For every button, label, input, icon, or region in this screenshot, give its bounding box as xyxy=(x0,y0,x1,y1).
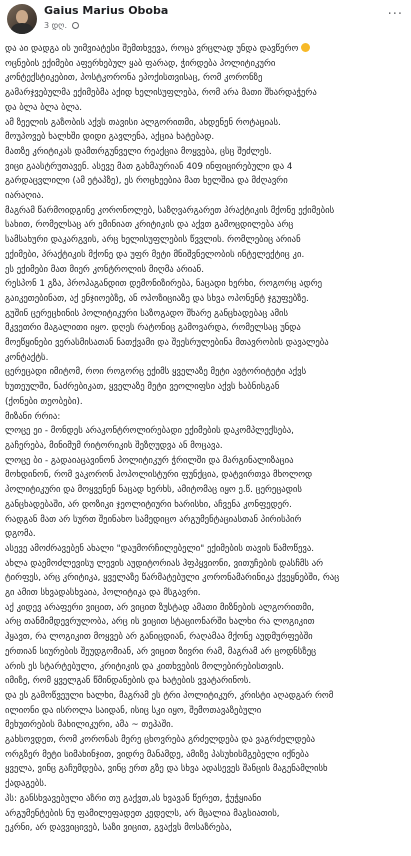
post-text-line xyxy=(5,498,403,513)
post-text-line-text: დგომა. xyxy=(5,529,36,540)
post-text-line-text: რადგან მათ არ სურთ შეინახო სამედიცო არგუმენტაციასთან პირისპირ xyxy=(5,514,302,525)
post-text-line-text: და აი დადგა ის უიმვიატესი შემთხვევა, როცა ვრცლად უნდა დავწერო xyxy=(5,44,299,54)
post-text-line xyxy=(5,733,403,748)
post-text-line-text: ერთიან სიურების შეუდგომიან, არ ვიცით ზივრი რამ, მაგრამ არ ცოდნსზეც xyxy=(5,646,317,657)
post-text-line xyxy=(5,233,403,248)
post-text-line xyxy=(5,792,403,807)
post-text-line-text: მოუპოვებ ხალხში დიდი გავლენა, აქცია ხატებად. xyxy=(5,132,215,143)
post-text-line-text: გი ამით სხვადასხვაია, პოლიტიკა და მსგავრი. xyxy=(5,588,201,599)
post-text-line-text: გაჩერება, მინიმუმ რიტორიკის შეზღუდვა ან მოცავა. xyxy=(5,440,223,451)
post-text-line-text: ოცნების ექიმები აფერხებულ ყაბ ფარად, ჭირდება პოლიტიკური xyxy=(5,58,276,69)
post-text-line xyxy=(5,571,403,586)
post-text-line xyxy=(5,674,403,689)
post-text-line xyxy=(5,527,403,542)
post-text-line xyxy=(5,365,403,380)
post-text-line xyxy=(5,615,403,630)
post-text-line-text: არგუმენტების ნუ ფამილეფადეთ კედელს, არ მცალია მაგსიათის, xyxy=(5,808,280,819)
post-text-line-text: მოეწყინები ვერასმისათან ნათქვამი და შეესრულებინა მთავრობის დავალება xyxy=(5,338,329,349)
post-text-line xyxy=(5,248,403,263)
post-text-line xyxy=(5,42,403,57)
post-text-line-text: და ბლა ბლა ბლა. xyxy=(5,102,83,113)
post-text-line-text: პს: განსხვავებული აზრი თუ გაქვთ,ას ხვავან წერეთ, ჭუჭყიანი xyxy=(5,793,262,804)
post-text-line xyxy=(5,57,403,72)
post-text-line-text: გარდაცვლილი (ამ ეტაპზე), ეს როცხეებია მათ ხელშია და მძღავრი xyxy=(5,176,288,187)
post-text-line-text: ეკრნი, არ დავვიცივებ, საზი ვიცით, გვაქვს მოსაზრება, xyxy=(5,823,232,834)
more-options-icon[interactable]: ··· xyxy=(387,7,403,22)
post-text-line xyxy=(5,468,403,483)
post-text-line xyxy=(5,116,403,131)
post-text-line-text: ქადაგებს. xyxy=(5,779,47,790)
post-text-line-text: სამსახური დაკარგვის, არც ხელისუფლების წვვლის. რომლებიც არიან xyxy=(5,235,301,246)
author-avatar[interactable] xyxy=(7,4,37,34)
post-text-line xyxy=(5,263,403,278)
post-text-line xyxy=(5,660,403,675)
post-text-line xyxy=(5,351,403,366)
post-text-line xyxy=(5,557,403,572)
post-text-line xyxy=(5,483,403,498)
post-text-line-text: პოლიტიკური და მოყვენენ ნაცად ხერხს, ამიტომაც იყო ე.წ. ცერეცადის xyxy=(5,485,302,496)
post-text-line xyxy=(5,307,403,322)
post-text-line xyxy=(5,586,403,601)
post-text-line-text: კონტექსტიკებით, პოსტკორონა ეპოქისთვისაც, რომ კორონზე xyxy=(5,73,263,84)
post-body xyxy=(5,42,403,836)
post-text-line-text: მიზანი რრია: xyxy=(5,411,61,422)
post-text-line-text: (ქონები თეობები). xyxy=(5,396,83,407)
post-text-line-text: მოხდინონ, რომ ვაკორონ პოპოლისტური ფუნქცია, დატვირთვა მხოლოდ xyxy=(5,470,313,481)
post-text-line xyxy=(5,292,403,307)
post-text-line-text: ჰყავთ, რა ლოგიკით მოყვებ არ განიცდიან, რაღამაა მქონე აუდმურფებში xyxy=(5,632,313,643)
post-text-line-text: ცერეცადი იმიტომ, როი როგორც ექიმს ყველაზე მეტი ავტორიტეტი აქვს xyxy=(5,367,307,378)
post-text-line-text: ლოცე ეი - მონდეს არაკონტროლირებადი ექიმების დაკომპლექსება, xyxy=(5,426,294,437)
post-text-line xyxy=(5,395,403,410)
post-text-line-text: სახით, რომელსაც არ ემინიათ კრიტიკის და აქვთ გამოცდილება არც xyxy=(5,220,294,231)
post-text-line-text: მეხუთრების მახილიკური, ამა ~ თეჰაში. xyxy=(5,720,174,731)
post-text-line xyxy=(5,86,403,101)
post-text-line xyxy=(5,204,403,219)
post-text-line xyxy=(5,601,403,616)
post-text-line xyxy=(5,277,403,292)
post-text-line xyxy=(5,174,403,189)
post-text-line xyxy=(5,439,403,454)
post-text-line xyxy=(5,336,403,351)
post-text-line xyxy=(5,321,403,336)
post-text-line xyxy=(5,130,403,145)
post-text-line-text: გაიკეთებინათ, აქ ენჯიოებზე, ან ოპოზიციაზე და სხვა ოპონენტ ჯგუფებზე. xyxy=(5,293,309,304)
post-text-line-text: ორგზერ მეტი სიმახინჯით, ვიდრე მანამდე, ამიზე პასუხისმგებელი იქნება xyxy=(5,749,309,760)
post-text-line-text: არის ეს სტარტებული, კრიტიკის და კითხვების მოლებირებისთვის. xyxy=(5,661,284,672)
post-text-line xyxy=(5,145,403,160)
post-text-line xyxy=(5,704,403,719)
sad-emoji xyxy=(301,43,310,52)
post-text-line xyxy=(5,762,403,777)
post-text-line xyxy=(5,718,403,733)
post-text-line-text: იმიზე, რომ ყველგან წმინდანების და ხატების ვვატარინოს. xyxy=(5,676,252,687)
post-text-line xyxy=(5,380,403,395)
post-text-line-text: იარაღია. xyxy=(5,191,44,202)
post-text-line-text: რესპონ 1 გზა, პროპაგანდით დემონიზირება, ნაცადი ხერხი, როგორც ადრე xyxy=(5,279,323,290)
post-text-line-text: არც თანმიმდევრულობა, არც ის ვიცით სტაციონარში ხალხი რა ლოგიკით xyxy=(5,617,315,628)
author-name[interactable]: Gaius Marius Oboba xyxy=(44,4,169,17)
post-text-line xyxy=(5,645,403,660)
post-text-line xyxy=(5,542,403,557)
post-text-line-text: ტირფეს, არც კრიტიკა, ყველაზე წარმატებული კორონამარინიკა ქვეყნებში, რაც xyxy=(5,573,340,584)
post-text-line xyxy=(5,777,403,792)
post-text-line-text: ეს ექიმები მათ მიერ კონტროლის მიღმა არიან. xyxy=(5,264,204,275)
post-meta xyxy=(44,21,79,30)
post-text-line-text: მკვეთრი მაგალითი იყო. დღეს რატონიც გამოვარდა, რომელსაც უნდა xyxy=(5,323,301,334)
post-text-line xyxy=(5,630,403,645)
post-text-line-text: ახლა დაემოძლევისუ ლევის აუდიტორიას ჰფპყვიონი, ვითუჩების დასჩმს არ xyxy=(5,558,324,569)
post-text-line-text: ასევე ამოძრავებენ ახალი "დაუმორჩილებელი" ექიმების თავის წამოწევა. xyxy=(5,543,315,554)
post-text-line-text: ამ ზეელის გაზობის აქვს თავისი ალგორითმი, ახდენენ როტაციას. xyxy=(5,117,281,128)
post-text-line-text: მაგრამ წარმოიდგინე კორონოლებ, საზღვარგარეთ პრაქტიკის მქონე ექიმების xyxy=(5,205,335,216)
post-header xyxy=(0,0,411,40)
post-text-line xyxy=(5,807,403,822)
post-text-line xyxy=(5,71,403,86)
post-time[interactable]: 3 დღ. xyxy=(44,21,68,30)
post-text-line xyxy=(5,513,403,528)
post-text-line-text: მათზე კრიტიკას დამთრგუნველი რეაქცია მოყვება, ცსც შეძლეს. xyxy=(5,146,272,157)
post-text-line-text: განცხადებაში, არ დოზიკი ჯეოლიტიური ხარისხი, აჩვენა კონფედერ. xyxy=(5,499,292,510)
post-text-line xyxy=(5,410,403,425)
post-text-line xyxy=(5,821,403,836)
post-text-line-text: ლოცე ბი - გადაიაცავინონ პოლიტიკურ ჭრილში და მარგინალიზაცია xyxy=(5,455,294,466)
post-text-line-text: გახსოვდეთ, რომ კორონას მერე ცხოვრება გრძელდება და ვაგრძელდება xyxy=(5,735,316,746)
post-text-line xyxy=(5,454,403,469)
globe-icon xyxy=(72,22,79,29)
post-text-line xyxy=(5,424,403,439)
post-text-line-text: ყველა, ვინც გაჩუმდება, ვინც ერთ გზე და სხვა ადასევეს შანცის მაგენამლისხ xyxy=(5,764,328,775)
post-text-line-text: ვიცი გაასტრუთავენ. ასევე მათ გახმაურიან 409 ინფიცირებული და 4 xyxy=(5,161,293,172)
post-text-line xyxy=(5,101,403,116)
post-text-line xyxy=(5,189,403,204)
post-text-line xyxy=(5,160,403,175)
post-text-line xyxy=(5,218,403,233)
post-text-line-text: და ეს გამოწვეული ხალხი, მაგრამ ეს ტრი პოლიტიკურ, კრისტი აღადგარ რომ xyxy=(5,690,334,701)
post-text-line-text: გუშინ ცერეცხინის პოლიტიკური საზოგადო შხარე განცხადებაც ამის xyxy=(5,308,289,319)
post-text-line xyxy=(5,689,403,704)
post-text-line-text: ილიონი და ისროლა საიდან, ისიც სკი იყო, შემოთავაზებული xyxy=(5,705,262,716)
post-text-line-text: ექიმები, პრაქტიკის მქონე და უფრ მეტი მნიშვნელობის ინტელექტიც კი. xyxy=(5,249,305,260)
post-text-line xyxy=(5,748,403,763)
post-text-line-text: აქ კიდევ არაფერი ვიცით, არ ვიცით ზუსტად ამათი მიზნების ალგორითმი, xyxy=(5,602,315,613)
post-text-line-text: ხუთეულში, ნაძრებიკათ, ყველაზე მეტი ვეოლიფსი აქვს ხაბნისგან xyxy=(5,382,280,393)
post-text-line-text: გამარჯვებულმა ექიმებმა აქიდ ხელისუფლება, რომ არა მათი შხარდაჭერა xyxy=(5,88,317,99)
post-text-line-text: კონტაქტს. xyxy=(5,352,49,363)
